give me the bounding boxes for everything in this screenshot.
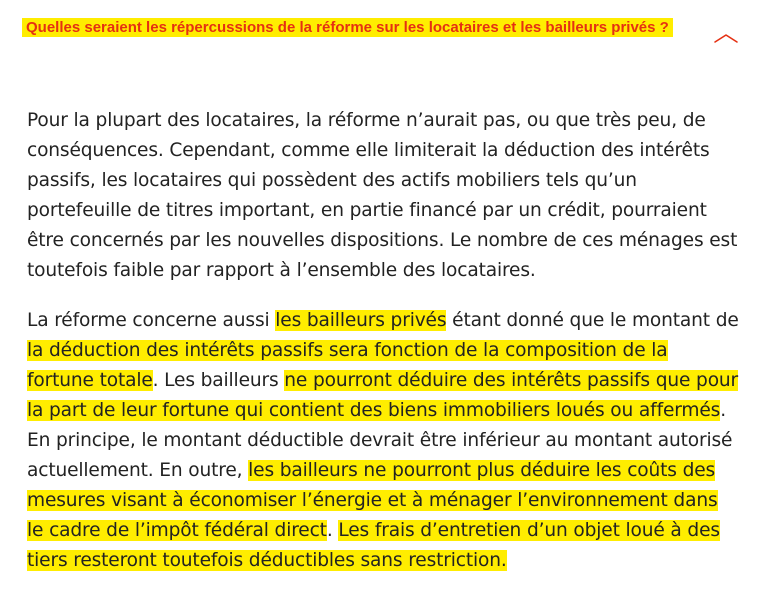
highlighted-text: les bailleurs ne pourront plus déduire les coûts des mesures visant à économiser l’énergie et à ménager l’environnement dans le cadre de l’impôt fédéral direct — [27, 460, 718, 541]
answer-text-segment: . Les bailleurs — [152, 370, 285, 391]
highlighted-text: Les frais d’entretien d’un objet loué à des tiers resteront toutefois déductibles sans restriction. — [27, 520, 720, 571]
faq-answer — [27, 106, 739, 596]
answer-paragraph-2 — [27, 306, 739, 576]
faq-accordion-header[interactable] — [0, 0, 768, 90]
chevron-up-icon[interactable] — [712, 31, 740, 45]
highlighted-text: ne pourront déduire des intérêts passifs que pour la part de leur fortune qui contient des biens immobiliers loués ou affermés — [27, 370, 739, 421]
highlighted-text: les bailleurs privés — [275, 310, 447, 331]
answer-text-segment: . En principe, le montant déductible devrait être inférieur au montant autorisé actuellement. En outre, — [27, 400, 733, 481]
faq-question-text: Quelles seraient les répercussions de la réforme sur les locataires et les bailleurs privés ? — [22, 18, 673, 37]
answer-paragraph-1: Pour la plupart des locataires, la réforme n’aurait pas, ou que très peu, de conséquences. Cependant, comme elle limiterait la déduction des intérêts passifs, les locataires qui possèdent des actifs mobiliers tels qu’un portefeuille de titres important, en partie financé par un crédit, pourraient être concernés par les nouvelles dispositions. Le nombre de ces ménages est toutefois faible par rapport à l’ensemble des locataires. — [27, 110, 738, 281]
answer-text-segment: La réforme concerne aussi — [27, 310, 276, 331]
answer-text-segment: étant donné que le montant de — [446, 310, 739, 331]
faq-question[interactable] — [22, 16, 692, 40]
answer-text-segment: . — [326, 520, 339, 541]
highlighted-text: la déduction des intérêts passifs sera fonction de la composition de la fortune totale — [27, 340, 668, 391]
